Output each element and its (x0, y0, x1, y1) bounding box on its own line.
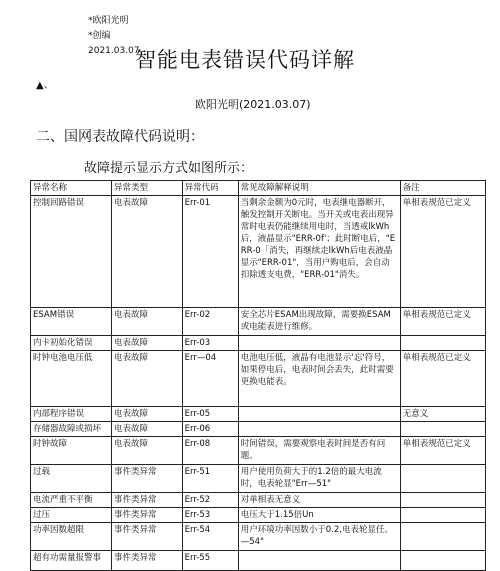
fault-note: 单相表规范已定义 (400, 308, 485, 336)
table-row (31, 351, 486, 407)
fault-type: 事件类异常 (112, 465, 183, 493)
fault-description (238, 407, 400, 422)
fault-type: 电表故障 (112, 422, 183, 437)
header-note: *欧阳光明*创编 2021.03.07 (88, 16, 140, 56)
fault-name: 内卡初始化错误 (31, 336, 112, 351)
header-mark: ▲、 (36, 80, 54, 91)
fault-code-table (30, 180, 486, 571)
table-row (31, 465, 486, 493)
fault-description: 用户环境功率因数小于0.2,电表轮显任。—54" (238, 523, 400, 551)
fault-code: Err-03 (182, 336, 238, 351)
fault-code: Err—04 (182, 351, 238, 407)
table-row (31, 437, 486, 465)
fault-type: 电表故障 (112, 336, 183, 351)
fault-name: 时钟电池电压低 (31, 351, 112, 407)
fault-code: Err-06 (182, 422, 238, 437)
table-row (31, 523, 486, 551)
fault-type: 事件类异常 (112, 493, 183, 508)
fault-code: Err-01 (182, 196, 238, 308)
fault-code: Err-05 (182, 407, 238, 422)
header-code: 异常代码 (182, 181, 238, 196)
fault-type: 电表故障 (112, 196, 183, 308)
fault-name: 控制回路错误 (31, 196, 112, 308)
table-row (31, 308, 486, 336)
fault-description: 对单相表无意义 (238, 493, 400, 508)
document-title: 智能电表错误代码详解 (135, 48, 355, 72)
fault-type: 事件类异常 (112, 508, 183, 523)
fault-code: Err-54 (182, 523, 238, 551)
fault-code: Err-52 (182, 493, 238, 508)
header-name: 异常名称 (31, 181, 112, 196)
fault-code: Err-51 (182, 465, 238, 493)
fault-name: 过载 (31, 465, 112, 493)
fault-name: 内部程序错误 (31, 407, 112, 422)
fault-name: 电流严重不平衡 (31, 493, 112, 508)
fault-type: 事件类异常 (112, 551, 183, 571)
header-type: 异常类型 (112, 181, 183, 196)
fault-name: 功率因数超限 (31, 523, 112, 551)
fault-note (400, 523, 485, 551)
fault-description: 电压大于1.15倍Un (238, 508, 400, 523)
fault-name: 过压 (31, 508, 112, 523)
fault-code: Err-08 (182, 437, 238, 465)
fault-description (238, 551, 400, 571)
fault-name: 超有功需量报警事 (31, 551, 112, 571)
fault-code: Err-55 (182, 551, 238, 571)
table-caption: 故障提示显示方式如图所示： (84, 161, 254, 176)
table-row (31, 508, 486, 523)
table-header-row (31, 181, 486, 196)
fault-note (400, 493, 485, 508)
fault-type: 事件类异常 (112, 523, 183, 551)
table-row (31, 336, 486, 351)
fault-note: 无意义 (400, 407, 485, 422)
table-row (31, 551, 486, 571)
fault-description: 安全芯片ESAM出现故障，需要换ESAM或电能表进行维修。 (238, 308, 400, 336)
fault-type: 电表故障 (112, 351, 183, 407)
fault-code: Err-02 (182, 308, 238, 336)
fault-description (238, 422, 400, 437)
fault-note: 单相表规范已定义 (400, 351, 485, 407)
fault-description: 当剩余金额为0元时，电表继电器断开，触发控制开关断电。当开关或电表出现异常时电表仍能继续用电时，当透戒lkWh后，液晶显示"ERR-0f'；此时断电后，"ERR-0「消失，再继续走lkWh后电表液晶显示"ERR-01"，当用户购电后，会自动扣除透支电费，"ERR-01"消失。 (238, 196, 400, 308)
table-row (31, 493, 486, 508)
fault-code: Err-53 (182, 508, 238, 523)
table-row (31, 422, 486, 437)
fault-description: 电池电压低，液晶有电池显示‘忘'符号，如果停电后，电表时间会丢失，此时需要更换电能表。 (238, 351, 400, 407)
fault-type: 电表故障 (112, 308, 183, 336)
fault-name: 存储器故障或损坏 (31, 422, 112, 437)
fault-description: 时间错误，需要观察电表时间是否有问题。 (238, 437, 400, 465)
fault-type: 电表故障 (112, 437, 183, 465)
fault-name: ESAM错误 (31, 308, 112, 336)
fault-type: 电表故障 (112, 407, 183, 422)
fault-note: 单相表规范已定义 (400, 196, 485, 308)
fault-description (238, 336, 400, 351)
fault-name: 时钟故障 (31, 437, 112, 465)
fault-note: 单相表规范已定义 (400, 437, 485, 465)
fault-note (400, 465, 485, 493)
section-heading: 二、国网表故障代码说明： (36, 129, 204, 145)
fault-note (400, 551, 485, 571)
table-row (31, 196, 486, 308)
fault-description: 用户使用负荷大于的1.2倍的最大电流时，电表轮显"Err—51" (238, 465, 400, 493)
header-note: 备注 (400, 181, 485, 196)
fault-note (400, 336, 485, 351)
table-row (31, 407, 486, 422)
fault-note (400, 508, 485, 523)
header-desc: 常见故障解释说明 (238, 181, 400, 196)
author-date-line: 欧阳光明(2021.03.07) (195, 98, 311, 111)
fault-note (400, 422, 485, 437)
